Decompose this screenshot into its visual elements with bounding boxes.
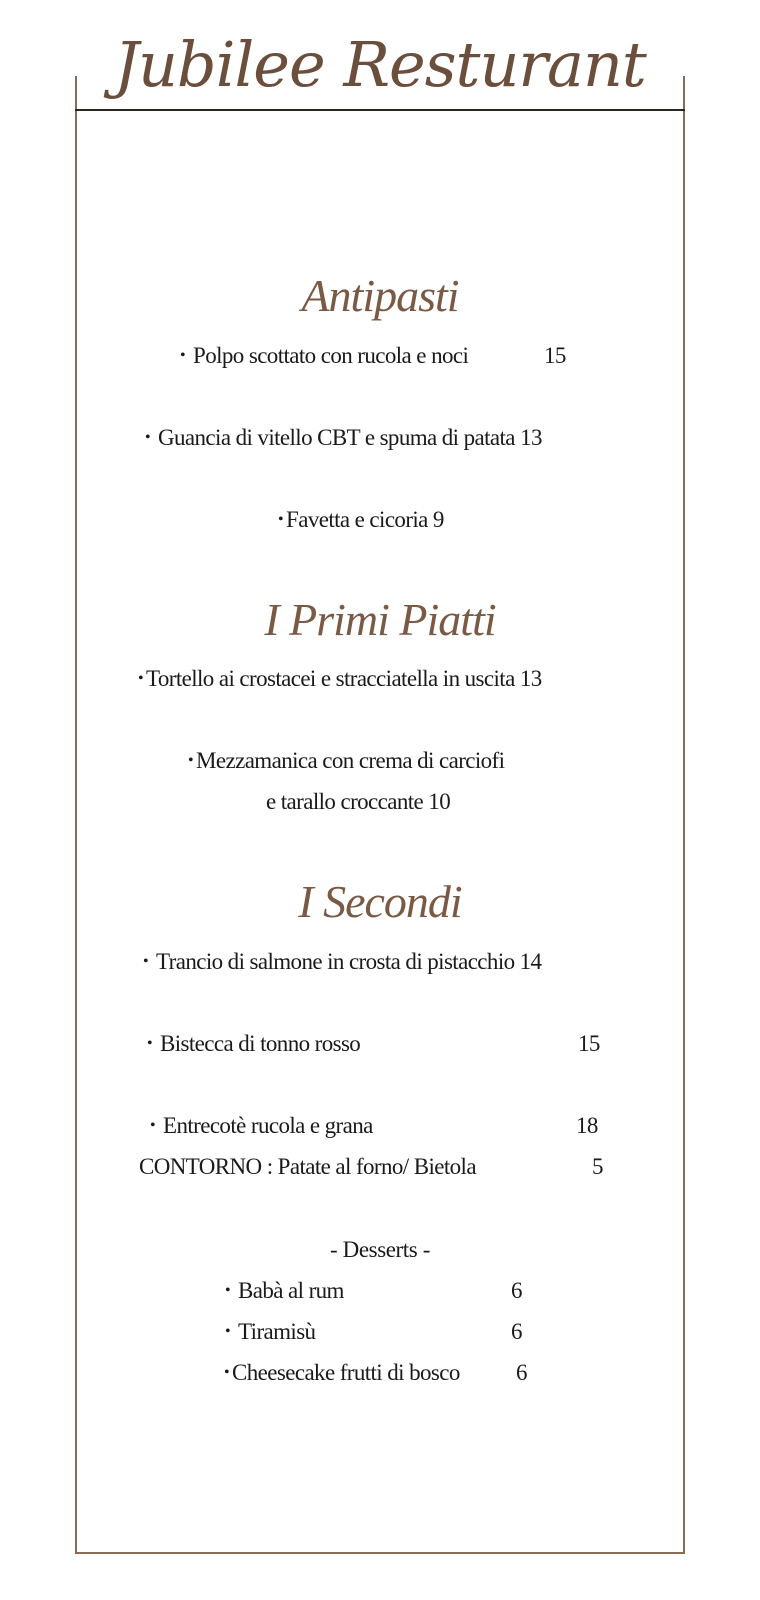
bullet-icon: • (278, 511, 284, 528)
section-heading-primi: I Primi Piatti (264, 594, 496, 645)
bullet-icon: • (180, 347, 186, 364)
menu-item (150, 1111, 373, 1141)
bullet-icon: • (150, 1117, 156, 1134)
item-name: Tortello ai crostacei e stracciatella in uscita 13 (146, 666, 542, 691)
item-name: Babà al rum (238, 1278, 344, 1303)
item-name: Bistecca di tonno rosso (160, 1031, 361, 1056)
menu-item (224, 1358, 460, 1388)
menu-item (278, 505, 444, 535)
section-heading-antipasti: Antipasti (301, 270, 459, 321)
menu-item (188, 746, 504, 776)
menu-item (225, 1317, 315, 1347)
item-name: Entrecotè rucola e grana (163, 1113, 373, 1138)
item-name: Tiramisù (238, 1319, 316, 1344)
item-name: Trancio di salmone in crosta di pistacchio 14 (156, 949, 542, 974)
restaurant-title: Jubilee Resturant (114, 28, 646, 101)
bullet-icon: • (147, 1035, 153, 1052)
contorno-label: CONTORNO : Patate al forno/ Bietola (139, 1154, 476, 1179)
bullet-icon: • (224, 1364, 230, 1381)
menu-item (145, 423, 542, 453)
bullet-icon: • (138, 670, 144, 687)
bullet-icon: • (145, 429, 151, 446)
item-name-continued: e tarallo croccante 10 (266, 789, 451, 814)
menu-item (138, 664, 542, 694)
section-heading-secondi: I Secondi (298, 876, 462, 927)
item-name: Mezzamanica con crema di carciofi (196, 748, 505, 773)
item-price: 18 (576, 1113, 598, 1138)
menu-item (147, 1029, 360, 1059)
item-name: Cheesecake frutti di bosco (232, 1360, 460, 1385)
bullet-icon: • (225, 1282, 231, 1299)
menu-frame-bottom (75, 1552, 685, 1554)
item-name: Polpo scottato con rucola e noci (193, 343, 469, 368)
item-price: 6 (511, 1319, 522, 1344)
item-price: 6 (511, 1278, 522, 1303)
item-price: 15 (578, 1031, 600, 1056)
menu-item (180, 341, 468, 371)
menu-item (143, 947, 541, 977)
section-heading-desserts: - Desserts - (330, 1237, 430, 1262)
item-price: 6 (516, 1360, 527, 1385)
bullet-icon: • (188, 752, 194, 769)
menu-item (225, 1276, 344, 1306)
item-price: 15 (544, 343, 566, 368)
bullet-icon: • (225, 1323, 231, 1340)
item-name: Guancia di vitello CBT e spuma di patata 13 (158, 425, 542, 450)
contorno-price: 5 (592, 1154, 603, 1179)
item-name: Favetta e cicoria 9 (286, 507, 444, 532)
bullet-icon: • (143, 953, 149, 970)
